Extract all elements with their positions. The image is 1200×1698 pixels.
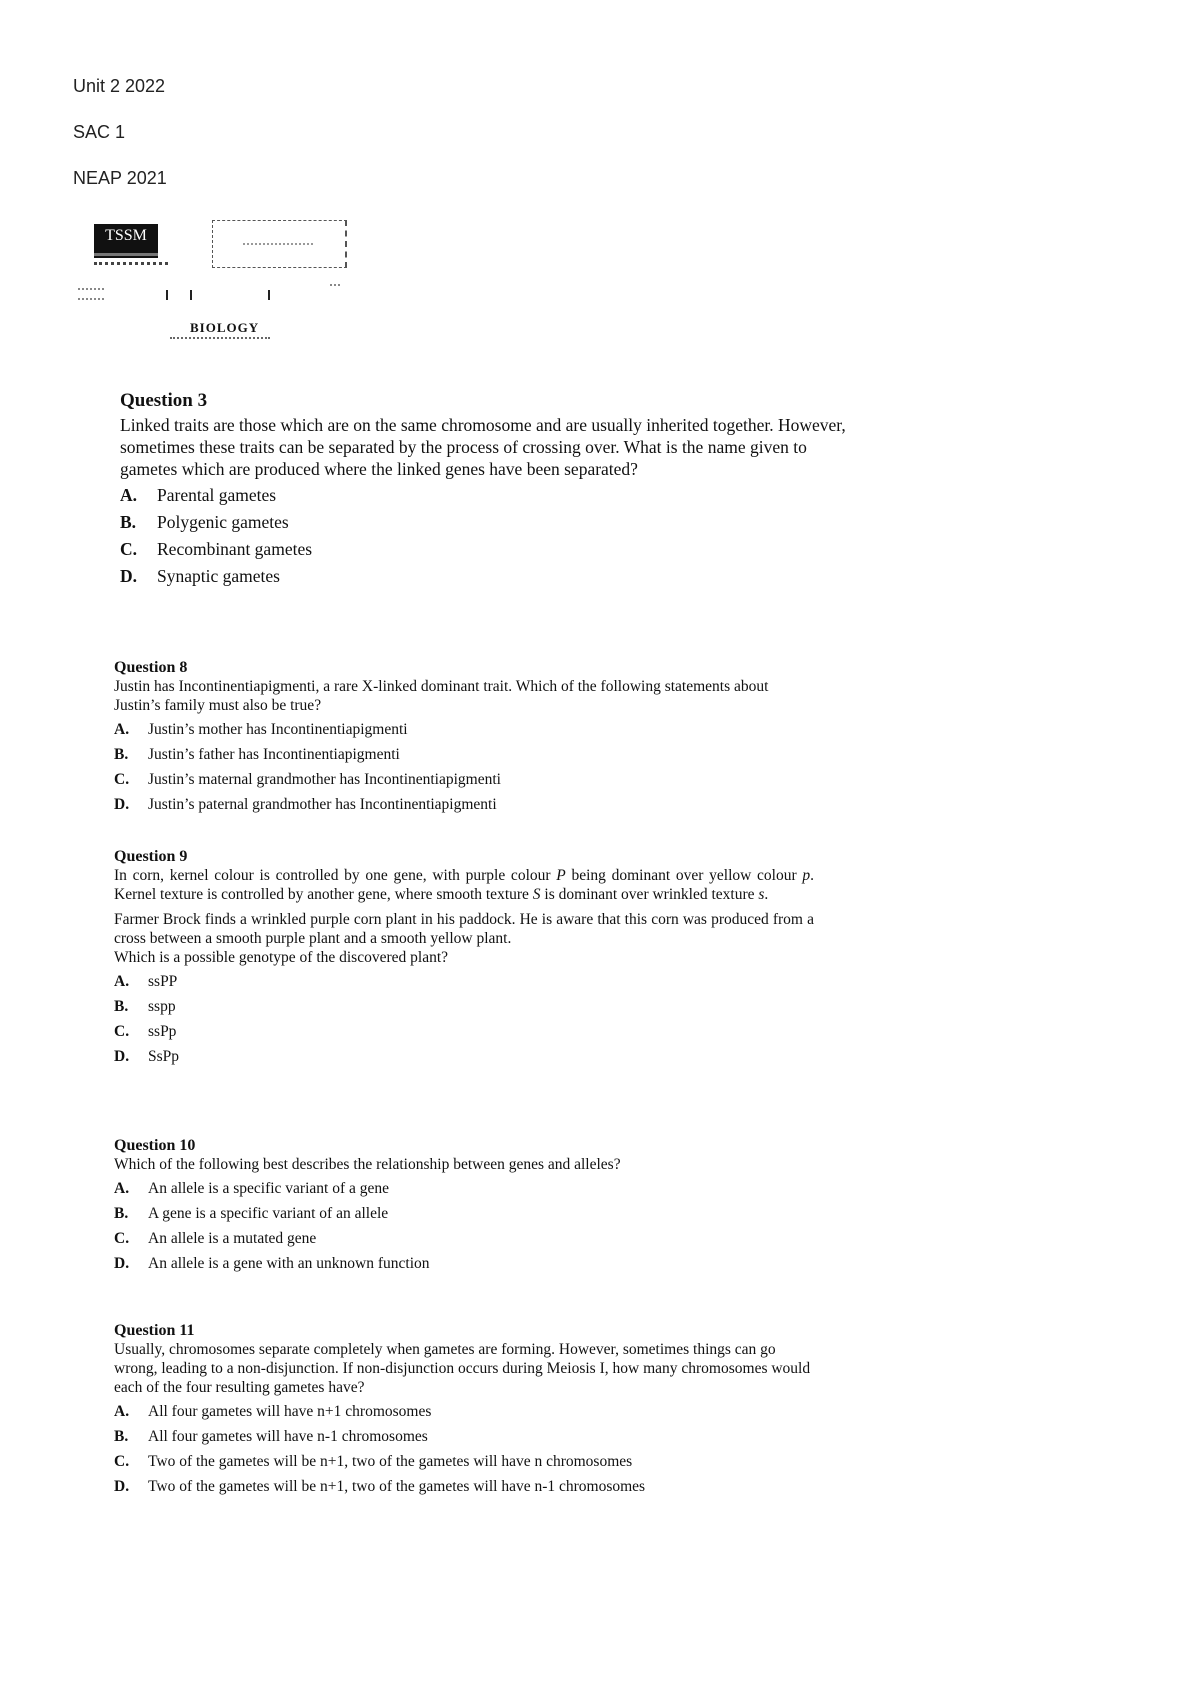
cover-title: BIOLOGY — [190, 320, 260, 335]
question-title: Question 10 — [114, 1137, 196, 1154]
cover-subtitle-smudge — [170, 337, 270, 339]
question-9 — [114, 847, 814, 1069]
option-a: A. An allele is a specific variant of a gene — [114, 1180, 389, 1197]
option-c: C. Recombinant gametes — [120, 539, 313, 559]
question-stem: Which of the following best describes the relationship between genes and alleles? — [114, 1156, 621, 1173]
option-a: A. ssPP — [114, 973, 178, 990]
header-neap: NEAP 2021 — [73, 168, 167, 188]
question-stem-scenario: Farmer Brock finds a wrinkled purple corn plant in his paddock. He is aware that this corn was produced from a cross between a smooth purple plant and a smooth yellow plant. — [114, 911, 814, 947]
exam-cover-fragment — [78, 218, 358, 348]
option-b: B. A gene is a specific variant of an allele — [114, 1205, 389, 1222]
question-stem-prompt: Which is a possible genotype of the discovered plant? — [114, 949, 449, 966]
option-c: C. An allele is a mutated gene — [114, 1230, 317, 1247]
question-10 — [114, 1136, 814, 1276]
student-number-box — [212, 220, 347, 268]
question-8 — [114, 658, 814, 817]
header-unit: Unit 2 2022 — [73, 76, 166, 96]
header-sac: SAC 1 — [73, 122, 126, 142]
question-title: Question 3 — [120, 390, 208, 411]
options-list — [114, 717, 814, 817]
option-d: D. An allele is a gene with an unknown function — [114, 1255, 430, 1272]
options-list — [114, 1176, 814, 1276]
question-title: Question 11 — [114, 1322, 195, 1339]
option-b: B. sspp — [114, 998, 176, 1015]
question-stem: In corn, kernel colour is controlled by one gene, with purple colour P being dominant over yellow colour p. Kernel texture is controlled by another gene, where smooth texture S is dominant over wrinkled texture s. — [114, 867, 814, 903]
question-title: Question 9 — [114, 848, 188, 865]
option-b: B. All four gametes will have n-1 chromosomes — [114, 1428, 428, 1445]
question-stem: Usually, chromosomes separate completely when gametes are forming. However, sometimes things can go wrong, leading to a non-disjunction. If non-disjunction occurs during Meiosis I, how many chromosomes would each of the four resulting gametes have? — [114, 1341, 811, 1396]
option-a: A. All four gametes will have n+1 chromosomes — [114, 1403, 432, 1420]
question-stem: Linked traits are those which are on the same chromosome and are usually inherited together. However, sometimes these traits can be separated by the process of crossing over. What is the name given to gametes which are produced where the linked genes have been separated? — [120, 415, 846, 479]
tssm-logo — [94, 224, 158, 258]
option-c: C. Two of the gametes will be n+1, two of the gametes will have n chromosomes — [114, 1453, 633, 1470]
options-list — [114, 1399, 814, 1499]
question-stem: Justin has Incontinentiapigmenti, a rare X-linked dominant trait. Which of the following statements about Justin’s family must also be true? — [114, 678, 769, 714]
question-11 — [114, 1321, 814, 1499]
options-list — [120, 482, 860, 590]
option-d: D. Synaptic gametes — [120, 566, 280, 586]
question-3 — [120, 390, 860, 590]
box-caption-smudge — [243, 243, 313, 245]
option-c: C. ssPp — [114, 1023, 177, 1040]
logo-underline — [94, 253, 158, 256]
option-d: D. Two of the gametes will be n+1, two of the gametes will have n-1 chromosomes — [114, 1478, 646, 1495]
option-b: B. Polygenic gametes — [120, 512, 289, 532]
option-a: A. Justin’s mother has Incontinentiapigmenti — [114, 721, 408, 738]
option-c: C. Justin’s maternal grandmother has Incontinentiapigmenti — [114, 771, 501, 788]
option-d: D. Justin’s paternal grandmother has Incontinentiapigmenti — [114, 796, 497, 813]
tiny-text-smudge — [78, 288, 104, 300]
tick-mark — [190, 290, 192, 300]
tiny-text-smudge — [330, 284, 340, 286]
tick-mark — [268, 290, 270, 300]
tick-mark — [166, 290, 168, 300]
question-title: Question 8 — [114, 659, 188, 676]
option-b: B. Justin’s father has Incontinentiapigmenti — [114, 746, 400, 763]
options-list — [114, 969, 814, 1069]
tssm-logo-text: TSSM — [105, 227, 147, 244]
option-a: A. Parental gametes — [120, 485, 277, 505]
option-d: D. SsPp — [114, 1048, 180, 1065]
logo-caption-smudge — [94, 262, 168, 268]
